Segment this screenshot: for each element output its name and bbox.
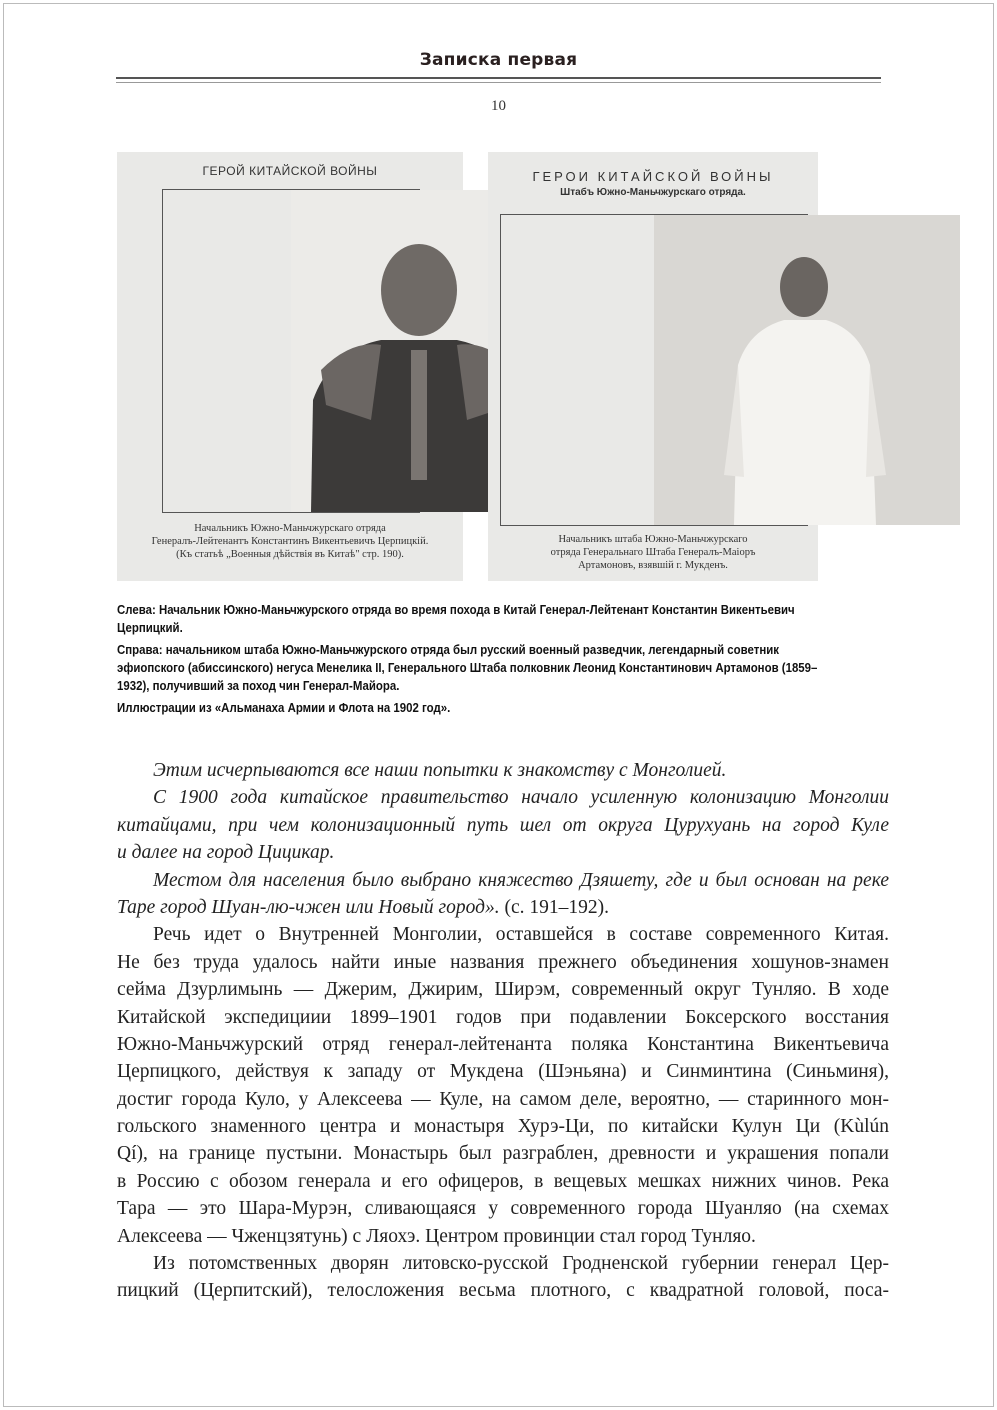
text-line: Тара — это Шара-Мурэн, сливающаяся у современного города Шуанляо (на схемах xyxy=(117,1198,889,1220)
header-rule xyxy=(116,77,881,83)
text-line: в Россию с обозом генерала и его офицеров, в вещевых мешках нижних чинов. Река xyxy=(117,1170,889,1192)
paragraph xyxy=(117,867,889,922)
text-line: Местом для населения было выбрано княжество Дзяшету, где и был основан на реке xyxy=(153,869,889,891)
page-number: 10 xyxy=(491,98,506,114)
photo-frame xyxy=(162,189,420,513)
text-line: Южно-Маньчжурский отряд генерал-лейтенанта поляка Константина Викентьевича xyxy=(117,1033,889,1055)
running-title: Записка первая xyxy=(419,50,578,70)
text-line: пицкий (Церпитский), телосложения весьма плотного, с квадратной головой, поса- xyxy=(117,1280,889,1302)
text-line: Церпицкого, действуя к западу от Мукдена (Шэньяна) и Синминтина (Синьминя), xyxy=(117,1061,889,1083)
figure-captions xyxy=(117,601,839,721)
paragraph xyxy=(117,1250,889,1305)
caption-line: Артамоновъ, взявшій г. Мукденъ. xyxy=(578,560,728,571)
text-line: Не без труда удалось найти иные названия прежнего объединения хошунов-знамен xyxy=(117,951,889,973)
caption-left: Слева: Начальник Южно-Маньчжурского отряда во время похода в Китай Генерал-Лейтенант Константин Викентьевич Церпицкий. xyxy=(117,602,795,635)
paragraph xyxy=(117,784,889,866)
photo-caption xyxy=(117,522,463,561)
text-line: Этим исчерпываются все наши попытки к знакомству с Монголией. xyxy=(153,760,727,781)
citation-ref: (с. 191–192). xyxy=(499,896,610,918)
text-line: Qí), на границе пустыни. Монастырь был разграблен, древности и украшения попали xyxy=(117,1143,889,1165)
text-line: С 1900 года китайское правительство начало усиленную колонизацию Монголии xyxy=(153,787,889,809)
text-line: сейма Дзурлимынь — Джерим, Джирим, Ширэм, современный округ Тунляо. В ходе xyxy=(117,979,889,1001)
caption-right: Справа: начальником штаба Южно-Маньчжурского отряда был русский военный разведчик, легендарный советник эфиопского (абиссинского) негуса Менелика II, Генерального Штаба полковник Леонид Константинович Артамонов (1859–1932), получивший за поход чин Генерал-Майора. xyxy=(117,642,818,693)
text-line: гольского знаменного центра и монастыря Хурэ-Ци, по китайски Кулун Ци (Kùlún xyxy=(117,1116,889,1138)
paragraph xyxy=(117,921,889,1250)
photo-subtitle: Штабъ Южно-Маньчжурскаго отряда. xyxy=(560,187,746,198)
body-text xyxy=(117,757,889,1305)
caption-line: отряда Генеральнаго Штаба Генералъ-Маіоръ xyxy=(550,547,756,558)
caption-source: Иллюстрации из «Альманаха Армии и Флота на 1902 год». xyxy=(117,700,451,715)
text-line: Алексеева — Чженцзятунь) с Ляохэ. Центром провинции стал город Тунляо. xyxy=(117,1225,756,1247)
text-line: китайцами, при чем колонизационный путь шел от округа Цурухуань на город Куле xyxy=(117,814,889,836)
photo-title: ГЕРОИ КИТАЙСКОЙ ВОЙНЫ xyxy=(532,169,774,184)
caption-line: Начальникъ Южно-Маньчжурскаго отряда xyxy=(194,523,386,534)
paragraph xyxy=(117,757,889,784)
caption-line: Начальникъ штаба Южно-Маньчжурскаго xyxy=(558,534,748,545)
text-line: достиг города Куло, у Алексеева — Куле, на самом деле, вероятно, — старинного мон- xyxy=(117,1088,889,1110)
photo-title: ГЕРОЙ КИТАЙСКОЙ ВОЙНЫ xyxy=(202,164,378,178)
photo-frame xyxy=(500,214,808,526)
text-line: Таре город Шуан-лю-чжен или Новый город». (с. 191–192). xyxy=(117,896,610,918)
photo-left-tserpitsky xyxy=(117,152,463,581)
text-line: Из потомственных дворян литовско-русской Гродненской губернии генерал Цер- xyxy=(153,1253,889,1275)
photo-caption xyxy=(488,533,818,572)
caption-line: (Къ статьѣ „Военныя дѣйствія въ Китаѣ" стр. 190). xyxy=(176,549,404,560)
text-line: Речь идет о Внутренней Монголии, оставшейся в составе современного Китая. xyxy=(153,924,889,946)
photo-right-artamonov xyxy=(488,152,818,581)
portrait-image xyxy=(654,215,960,525)
text-line: и далее на город Цицикар. xyxy=(117,842,335,864)
caption-line: Генералъ-Лейтенантъ Константинъ Викентьевичъ Церпицкій. xyxy=(151,536,429,547)
text-line: Китайской экспедициии 1899–1901 годов при подавлении Боксерского восстания xyxy=(117,1006,889,1028)
